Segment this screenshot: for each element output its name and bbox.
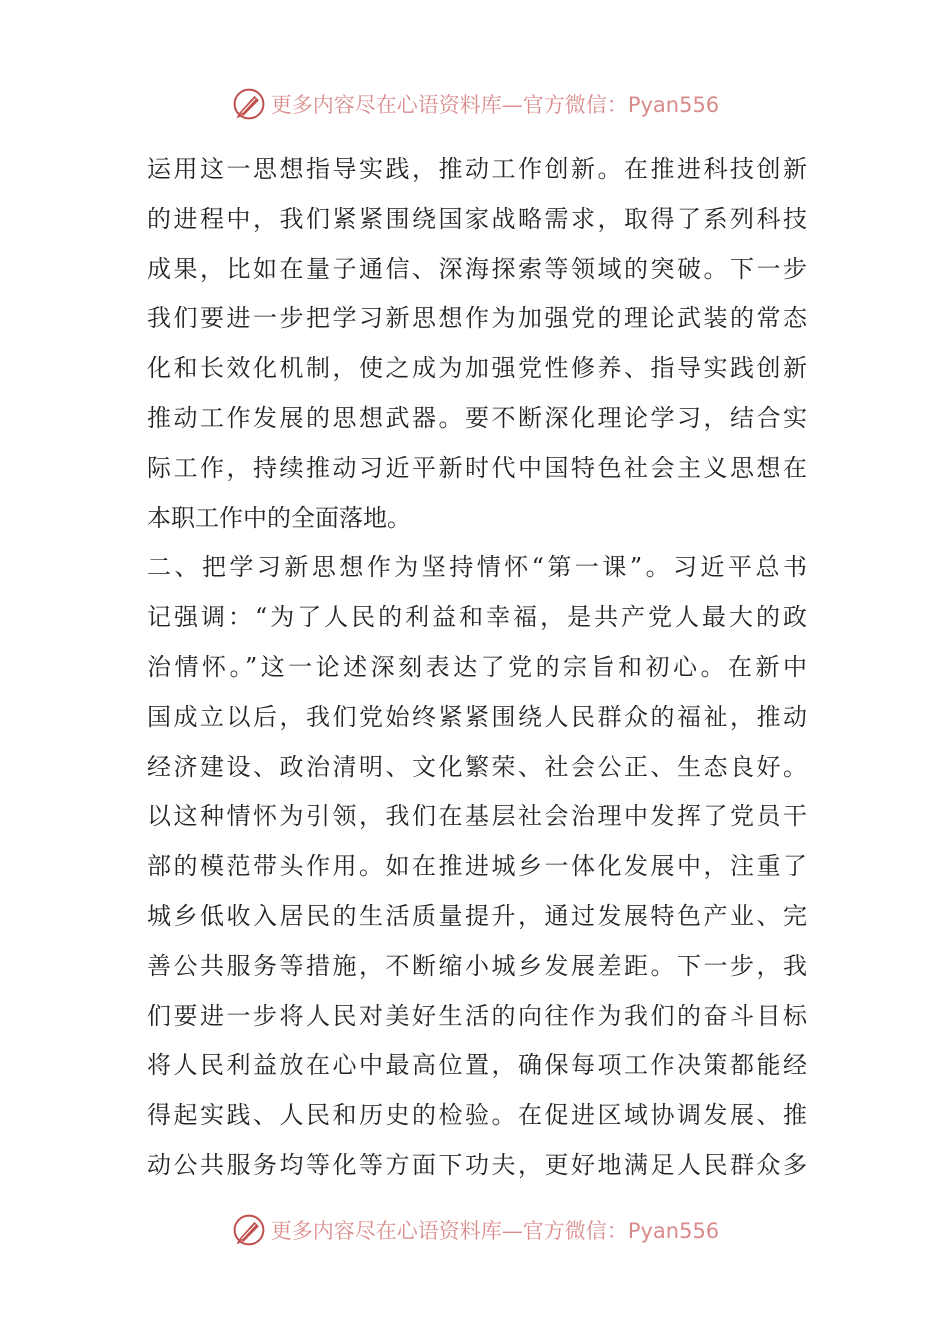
pen-nib-logo-icon [231,86,267,122]
text-line: 成果，比如在量子通信、深海探索等领域的突破。下一步 [147,254,807,283]
text-line: 部的模范带头作用。如在推进城乡一体化发展中，注重了 [147,852,807,881]
footer-watermark [0,1210,950,1250]
watermark-wechat-id: Pyan556 [627,93,720,117]
text-line: 推动工作发展的思想武器。要不断深化理论学习，结合实 [147,403,807,432]
text-line: 动公共服务均等化等方面下功夫，更好地满足人民群众多 [147,1150,807,1179]
section-heading-line: 二、把学习新思想作为坚持情怀“第一课”。习近平总书 [147,553,807,582]
text-line: 们要进一步将人民对美好生活的向往作为我们的奋斗目标 [147,1001,807,1030]
pen-nib-logo-icon [231,1212,267,1248]
watermark-text: 更多内容尽在心语资料库—官方微信： [270,1219,628,1243]
document-body [147,145,807,1191]
text-line: 以这种情怀为引领，我们在基层社会治理中发挥了党员干 [147,802,807,831]
text-line: 善公共服务等措施，不断缩小城乡发展差距。下一步，我 [147,951,807,980]
text-line: 的进程中，我们紧紧围绕国家战略需求，取得了系列科技 [147,204,807,233]
text-line: 将人民利益放在心中最高位置，确保每项工作决策都能经 [147,1051,807,1080]
text-line: 本职工作中的全面落地。 [147,503,411,532]
watermark-wechat-id: Pyan556 [627,1219,720,1243]
header-watermark [0,84,950,124]
text-line: 得起实践、人民和历史的检验。在促进区域协调发展、推 [147,1101,807,1130]
text-line: 国成立以后，我们党始终紧紧围绕人民群众的福祉，推动 [147,702,807,731]
text-line: 际工作，持续推动习近平新时代中国特色社会主义思想在 [147,453,807,482]
text-line: 城乡低收入居民的生活质量提升，通过发展特色产业、完 [147,901,807,930]
text-line: 化和长效化机制，使之成为加强党性修养、指导实践创新 [147,354,807,383]
text-line: 运用这一思想指导实践，推动工作创新。在推进科技创新 [147,155,807,183]
text-line: 治情怀。”这一论述深刻表达了党的宗旨和初心。在新中 [147,652,807,681]
text-line: 记强调：“为了人民的利益和幸福，是共产党人最大的政 [147,603,807,632]
text-line: 我们要进一步把学习新思想作为加强党的理论武装的常态 [147,304,807,333]
text-line: 经济建设、政治清明、文化繁荣、社会公正、生态良好。 [147,752,807,781]
watermark-text: 更多内容尽在心语资料库—官方微信： [270,93,628,117]
